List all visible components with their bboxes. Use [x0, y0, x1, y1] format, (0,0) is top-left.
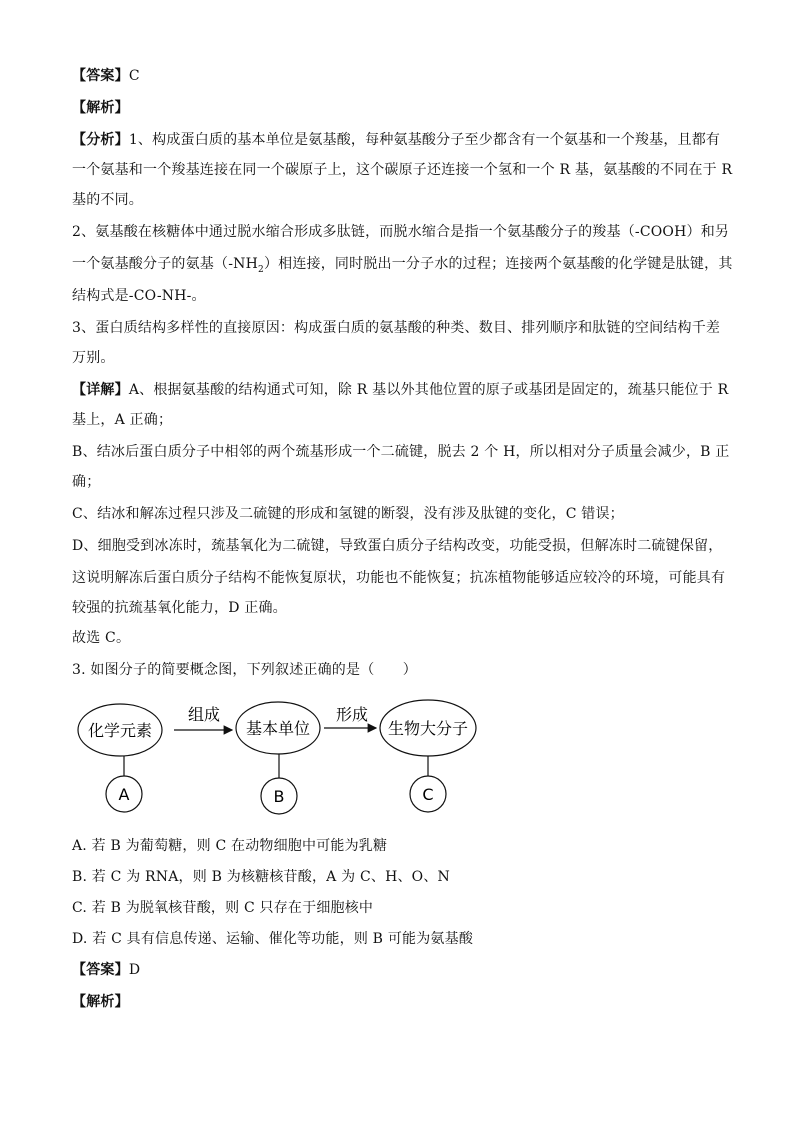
answer-line	[72, 66, 722, 86]
analysis-p2-line2	[72, 254, 733, 275]
xiangjie-tag: 【详解】	[72, 382, 129, 398]
analysis-tag: 【解析】	[72, 100, 129, 116]
analysis-p3-line2: 万别。	[72, 350, 115, 366]
detail-c-line1: C、结冰和解冻过程只涉及二硫键的形成和氢键的断裂，没有涉及肽键的变化，C 错误；	[72, 506, 624, 522]
detail-a-line2: 基上，A 正确；	[72, 412, 173, 428]
detail-d-line1: D、细胞受到冰冻时，巯基氧化为二硫键，导致蛋白质分子结构改变，功能受损，但解冻时二硫键保留，	[72, 538, 723, 554]
q3-answer-line	[72, 960, 722, 980]
detail-d-line3: 较强的抗巯基氧化能力，D 正确。	[72, 600, 287, 616]
p1-text: 1、构成蛋白质的基本单位是氨基酸，每种氨基酸分子至少都含有一个氨基和一个羧基，且都有	[128, 132, 721, 148]
conclusion: 故选 C。	[72, 630, 131, 646]
node-macromolecule-label: 生物大分子	[387, 719, 469, 738]
nh2-subscript: 2	[258, 264, 264, 275]
leaf-c-label: C	[422, 785, 434, 804]
analysis-p2-line1: 2、氨基酸在核糖体中通过脱水缩合形成多肽链，而脱水缩合是指一个氨基酸分子的羧基（-COOH）和另	[72, 224, 730, 240]
analysis-p1-line2: 一个氨基和一个羧基连接在同一个碳原子上，这个碳原子还连接一个氢和一个 R 基，氨基酸的不同在于 R	[72, 162, 733, 178]
analysis-p1-line1	[72, 130, 722, 150]
p2-line2-post: ）相连接，同时脱出一分子水的过程；连接两个氨基酸的化学键是肽键，其	[263, 256, 733, 272]
q3-answer-value: D	[128, 962, 141, 978]
concept-diagram	[72, 690, 492, 830]
analysis-p2-line3: 结构式是-CO-NH-。	[72, 288, 206, 304]
answer-value: C	[128, 68, 140, 84]
detail-d-line2: 这说明解冻后蛋白质分子结构不能恢复原状，功能也不能恢复；抗冻植物能够适应较冷的环境，可能具有	[72, 570, 726, 586]
leaf-b-label: B	[273, 787, 285, 806]
q3-answer-tag: 【答案】	[72, 962, 129, 978]
leaf-a-label: A	[118, 785, 130, 804]
fenxi-tag: 【分析】	[72, 132, 129, 148]
detail-b-line1: B、结冰后蛋白质分子中相邻的两个巯基形成一个二硫键，脱去 2 个 H，所以相对分子质量会减少，B 正	[72, 444, 730, 460]
option-a: A. 若 B 为葡萄糖，则 C 在动物细胞中可能为乳糖	[72, 838, 388, 854]
option-c: C. 若 B 为脱氧核苷酸，则 C 只存在于细胞核中	[72, 900, 374, 916]
analysis-p1-line3: 基的不同。	[72, 192, 143, 208]
detail-a-text: A、根据氨基酸的结构通式可知，除 R 基以外其他位置的原子或基团是固定的，巯基只能位于 R	[128, 382, 729, 398]
option-d: D. 若 C 具有信息传递、运输、催化等功能，则 B 可能为氨基酸	[72, 931, 474, 947]
arrow-form-label: 形成	[335, 705, 369, 724]
detail-b-line2: 确；	[72, 474, 101, 490]
p2-line2-pre: 一个氨基酸分子的氨基（-NH	[72, 256, 258, 272]
detail-a-line1	[72, 380, 729, 400]
node-basic-unit-label: 基本单位	[245, 719, 311, 738]
analysis-p3-line1: 3、蛋白质结构多样性的直接原因：构成蛋白质的氨基酸的种类、数目、排列顺序和肽链的空间结构千差	[72, 320, 721, 336]
arrow-compose-label: 组成	[187, 705, 221, 724]
answer-tag: 【答案】	[72, 68, 129, 84]
q3-analysis-tag: 【解析】	[72, 994, 129, 1010]
node-elements-label: 化学元素	[87, 721, 153, 740]
question-3-stem: 3. 如图分子的简要概念图，下列叙述正确的是（ ）	[72, 662, 418, 678]
option-b: B. 若 C 为 RNA，则 B 为核糖核苷酸，A 为 C、H、O、N	[72, 869, 450, 885]
